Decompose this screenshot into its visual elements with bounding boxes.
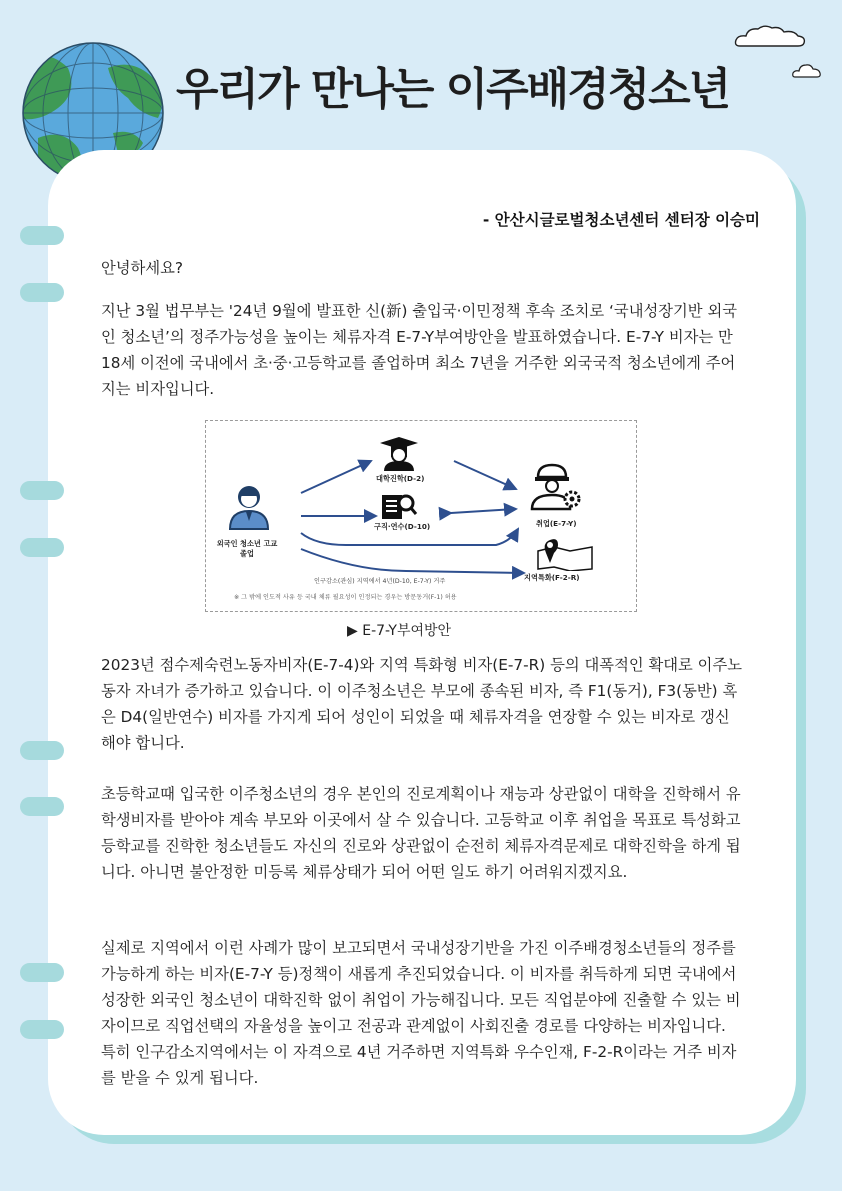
residence-label: 인구감소(관심) 지역에서 4년(D-10, E-7-Y) 거주 <box>314 578 446 585</box>
binder-ring <box>20 481 64 500</box>
greeting: 안녕하세요? <box>101 259 184 277</box>
figure-caption: ▶ E-7-Y부여방안 <box>347 623 452 639</box>
map-pin-icon <box>536 537 596 571</box>
paragraph-3: 초등학교때 입국한 이주청소년의 경우 본인의 진로계획이나 재능과 상관없이 대학을 진학해서 유학생비자를 받아야 계속 부모와 이곳에서 살 수 있습니다. 고등학교 이후 취업을 목표로 특성화고등학교를 진학한 청소년들도 자신의 진로와 상관없이 순전히 체류자격문제로 대학진학을 하게 됩니다. 아니면 불안정한 미등록 체류상태가 되어 어떤 일도 하기 어려워지겠지요. <box>101 785 741 881</box>
jobseek-label: 구직·연수(D-10) <box>374 522 431 531</box>
paragraph-1: 지난 3월 법무부는 '24년 9월에 발표한 신(新) 출입국·이민정책 후속 조치로 ‘국내성장기반 외국인 청소년’의 정주가능성을 높이는 체류자격 E-7-Y부여방안을 발표하였습니다. E-7-Y 비자는 만 18세 이전에 국내에서 초·중·고등학교를 졸업하며 최소 7년을 거주한 외국국적 청소년에게 주어지는 비자입니다. <box>101 302 737 398</box>
worker-icon <box>528 461 582 511</box>
author-line: - 안산시글로벌청소년센터 센터장 이승미 <box>482 211 760 229</box>
diagram-note: ※ 그 밖에 인도적 사유 등 국내 체류 필요성이 인정되는 경우는 방문동거(F-1) 허용 <box>234 594 457 601</box>
student-label: 외국인 청소년 고교 졸업 <box>216 539 278 558</box>
binder-ring <box>20 963 64 982</box>
student-icon <box>226 483 272 531</box>
cloud-icon <box>734 24 808 50</box>
binder-ring <box>20 538 64 557</box>
university-label: 대학진학(D-2) <box>376 474 425 483</box>
binder-ring <box>20 797 64 816</box>
paragraph-4: 실제로 지역에서 이런 사례가 많이 보고되면서 국내성장기반을 가진 이주배경청소년들의 정주를 가능하게 하는 비자(E-7-Y 등)정책이 새롭게 추진되었습니다. 이 비자를 취득하게 되면 국내에서 성장한 외국인 청소년이 대학진학 없이 취업이 가능해집니다. 모든 직업분야에 진출할 수 있는 비자이므로 직업선택의 자율성을 높이고 전공과 관계없이 사회진출 경로를 다양하는 비자입니다. 특히 인구감소지역에서는 이 자격으로 4년 거주하면 지역특화 우수인재, F-2-R이라는 거주 비자를 받을 수 있게 됩니다. <box>101 939 741 1087</box>
visa-diagram <box>205 420 637 612</box>
graduation-icon <box>378 435 420 471</box>
paragraph-2: 2023년 점수제숙련노동자비자(E-7-4)와 지역 특화형 비자(E-7-R) 등의 대폭적인 확대로 이주노동자 자녀가 증가하고 있습니다. 이 이주청소년은 부모에 종속된 비자, 즉 F1(동거), F3(동반) 혹은 D4(일반연수) 비자를 가지게 되어 성인이 되었을 때 체류자격을 연장할 수 있는 비자로 갱신해야 합니다. <box>101 656 743 752</box>
job-search-icon <box>378 491 418 521</box>
employment-label: 취업(E-7-Y) <box>536 519 577 528</box>
binder-ring <box>20 283 64 302</box>
page-title: 우리가 만나는 이주배경청소년 <box>176 64 730 115</box>
binder-ring <box>20 226 64 245</box>
regional-label: 지역특화(F-2-R) <box>524 573 580 582</box>
binder-ring <box>20 741 64 760</box>
binder-ring <box>20 1020 64 1039</box>
